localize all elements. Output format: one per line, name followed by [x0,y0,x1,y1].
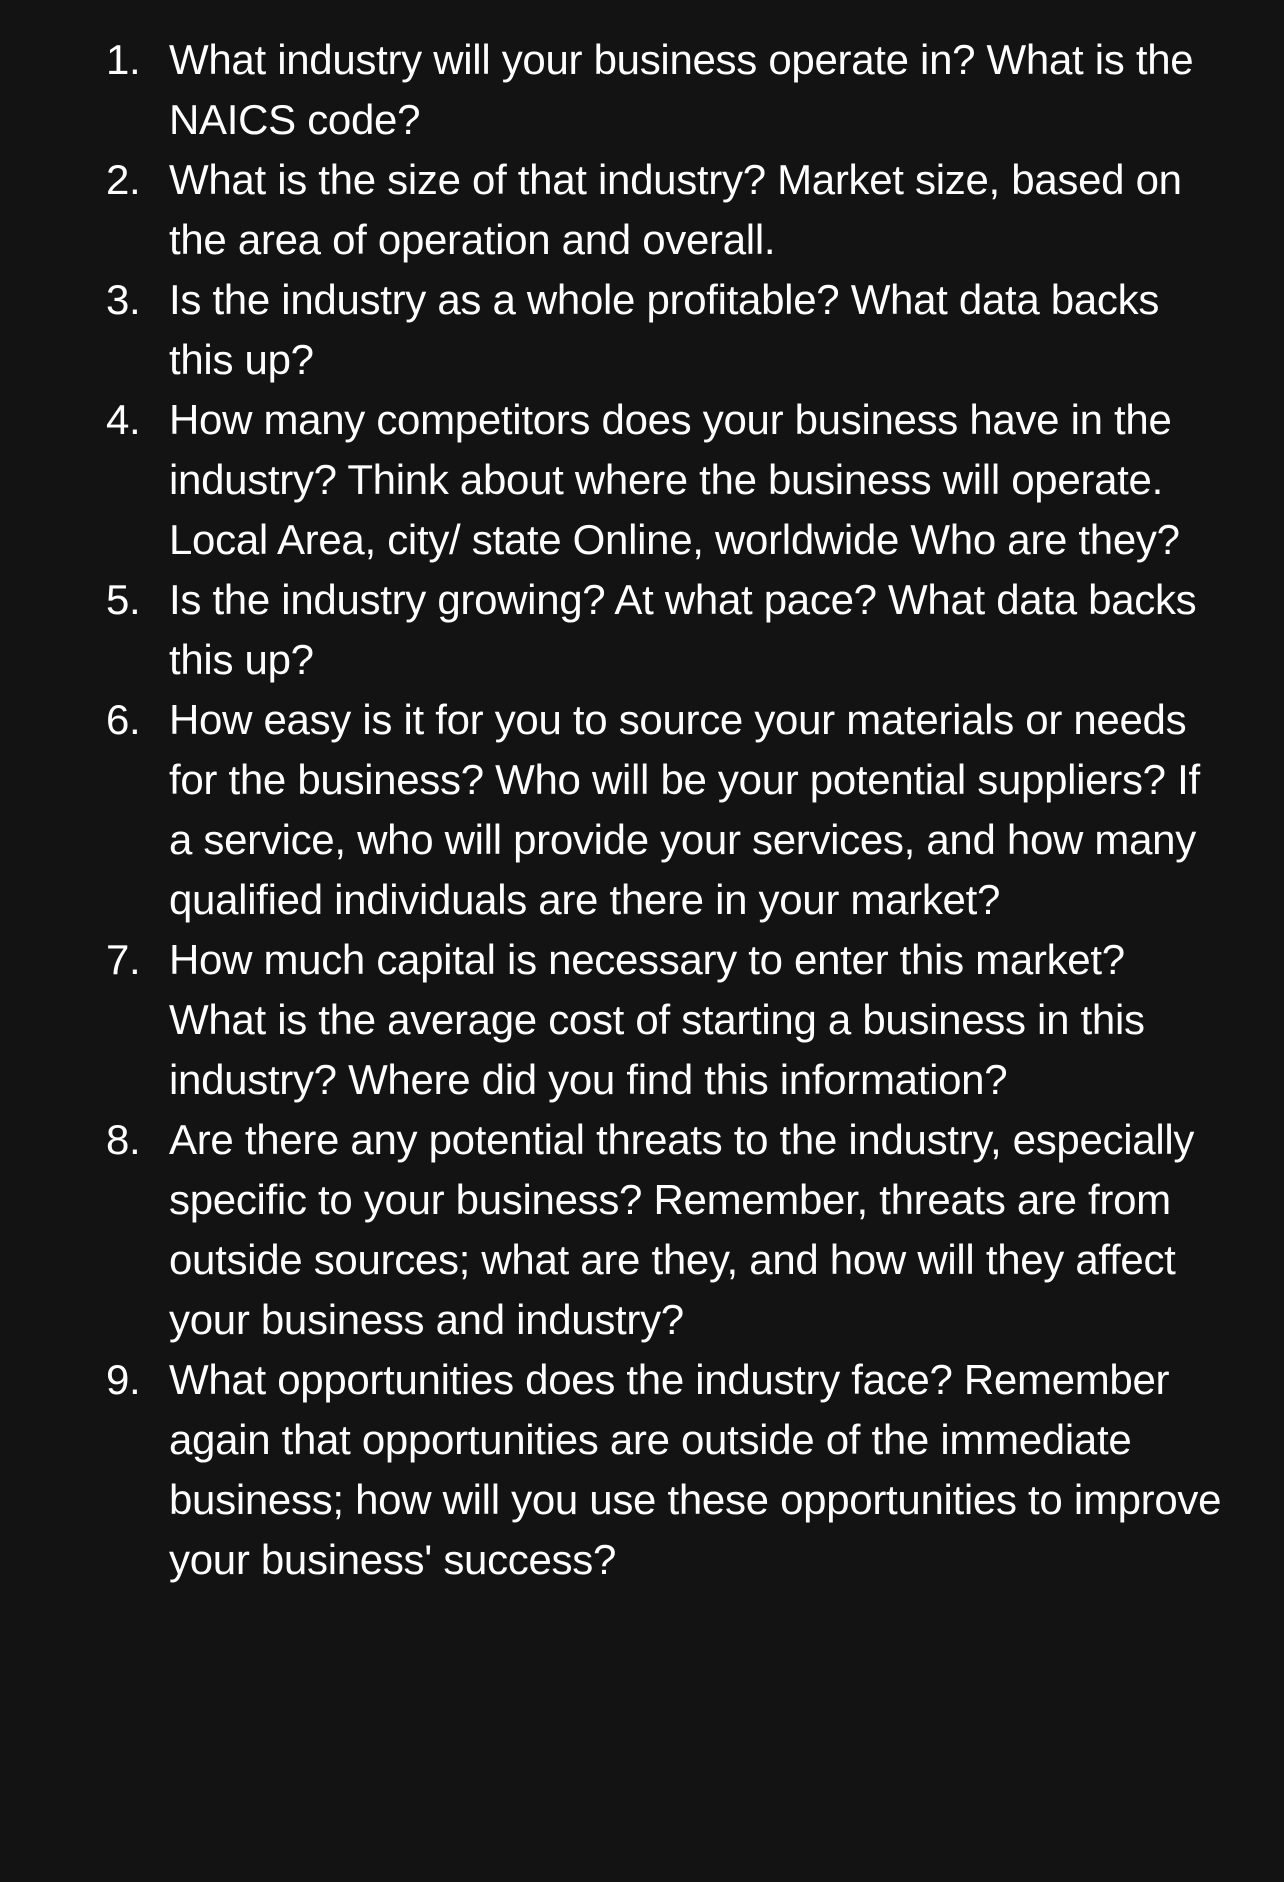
list-item-text: Is the industry growing? At what pace? What data backs this up? [169,576,1197,683]
list-item-number: 2. [106,156,141,203]
list-item-number: 9. [106,1356,141,1403]
list-item [0,930,1284,1110]
list-item-text: How easy is it for you to source your materials or needs for the business? Who will be your potential suppliers? If a service, who will provide your services, and how many qualified individuals are there in your market? [169,696,1200,923]
list-item [0,150,1284,270]
list-item [0,270,1284,390]
list-item-text: Is the industry as a whole profitable? What data backs this up? [169,276,1160,383]
list-item-number: 5. [106,576,141,623]
list-item-number: 1. [106,36,141,83]
list-item-number: 3. [106,276,141,323]
list-item-text: What opportunities does the industry face? Remember again that opportunities are outside of the immediate business; how will you use these opportunities to improve your business' success? [169,1356,1222,1583]
list-item [0,1110,1284,1350]
list-item-text: How much capital is necessary to enter this market? What is the average cost of starting a business in this industry? Where did you find this information? [169,936,1145,1103]
list-item-number: 4. [106,396,141,443]
list-item [0,390,1284,570]
list-item [0,690,1284,930]
list-item-text: How many competitors does your business have in the industry? Think about where the business will operate. Local Area, city/ state Online, worldwide Who are they? [169,396,1180,563]
list-item-text: What is the size of that industry? Market size, based on the area of operation and overall. [169,156,1182,263]
list-item-number: 7. [106,936,141,983]
list-item [0,1350,1284,1590]
list-item-number: 8. [106,1116,141,1163]
list-item-text: What industry will your business operate in? What is the NAICS code? [169,36,1194,143]
list-item [0,30,1284,150]
list-item-number: 6. [106,696,141,743]
list-item [0,570,1284,690]
list-item-text: Are there any potential threats to the industry, especially specific to your business? Remember, threats are from outside sources; what are they, and how will they affect your business and industry? [169,1116,1195,1343]
question-list [0,30,1284,1590]
